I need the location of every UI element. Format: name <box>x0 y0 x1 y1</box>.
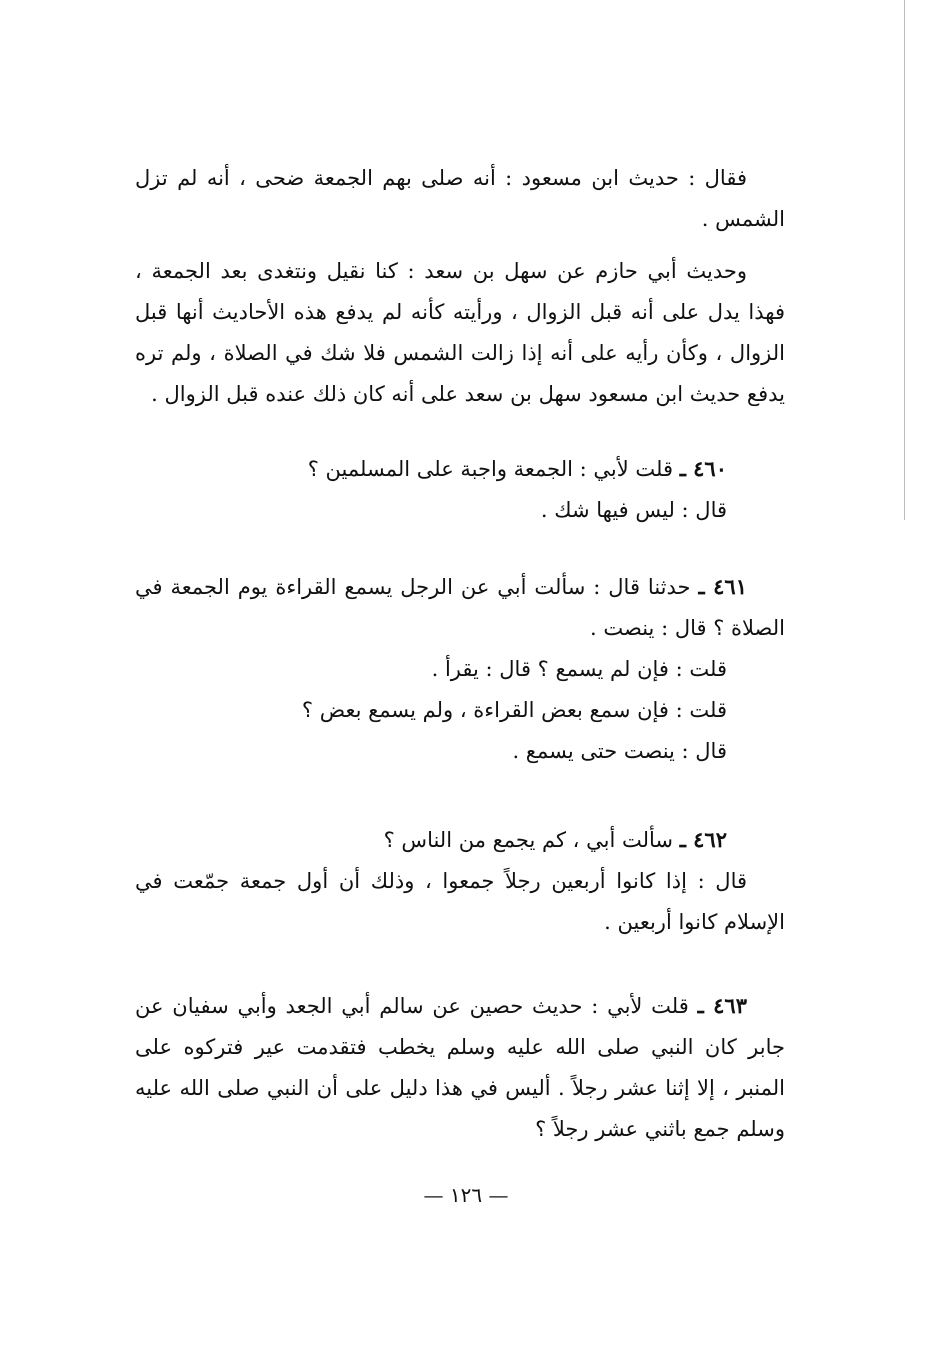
dialogue-line: قال : ينصت حتى يسمع . <box>512 739 727 763</box>
question-number: ٤٦١ ـ <box>698 574 747 599</box>
question-text: حدثنا قال : سألت أبي عن الرجل يسمع القراءة يوم الجمعة في الصلاة ؟ قال : ينصت . <box>135 575 785 640</box>
scan-edge-line <box>904 0 905 520</box>
page-number: — ١٢٦ — <box>423 1183 509 1207</box>
question-text: قلت لأبي : حديث حصين عن سالم أبي الجعد وأبي سفيان عن جابر كان النبي صلى الله عليه وسلم يخطب فتقدمت عير فتركوه على المنبر ، إلا إثنا عشر رجلاً . أليس في هذا دليل على أن النبي صلى الله عليه وسلم جمع باثني عشر رجلاً ؟ <box>135 994 785 1141</box>
paragraph-text: فقال : حديث ابن مسعود : أنه صلى بهم الجمعة ضحى ، أنه لم تزل الشمس . <box>135 166 785 231</box>
paragraph-text: وحديث أبي حازم عن سهل بن سعد : كنا نقيل ونتغدى بعد الجمعة ، فهذا يدل على أنه قبل الزوال ، ورأيته كأنه لم يدفع هذه الأحاديث أنها قبل الزوال ، وكأن رأيه على أنه إذا زالت الشمس فلا شك في الصلاة ، ولم تره يدفع حديث ابن مسعود سهل بن سعد على أنه كان ذلك عنده قبل الزوال . <box>135 259 785 406</box>
question-number: ٤٦٣ ـ <box>697 993 747 1018</box>
dialogue-line: قلت : فإن لم يسمع ؟ قال : يقرأ . <box>431 657 727 681</box>
question-line <box>135 985 785 1150</box>
question-460 <box>135 448 785 531</box>
question-462 <box>135 819 785 943</box>
question-line <box>135 448 785 490</box>
question-number: ٤٦٢ ـ <box>679 827 727 852</box>
paragraph-sahl-ibn-sad <box>135 251 785 415</box>
question-461 <box>135 566 785 772</box>
question-text: سألت أبي ، كم يجمع من الناس ؟ <box>383 828 673 852</box>
answer-text: قال : إذا كانوا أربعين رجلاً جمعوا ، وذلك أن أول جمعة جمّعت في الإسلام كانوا أربعين . <box>135 869 785 934</box>
question-line <box>135 566 785 649</box>
answer-text: قال : ليس فيها شك . <box>540 498 727 522</box>
dialogue-line: قلت : فإن سمع بعض القراءة ، ولم يسمع بعض ؟ <box>301 698 727 722</box>
question-line <box>135 819 785 861</box>
question-text: قلت لأبي : الجمعة واجبة على المسلمين ؟ <box>307 457 673 481</box>
question-number: ٤٦٠ ـ <box>679 456 727 481</box>
paragraph-ibn-masud <box>135 158 785 240</box>
question-463 <box>135 985 785 1150</box>
